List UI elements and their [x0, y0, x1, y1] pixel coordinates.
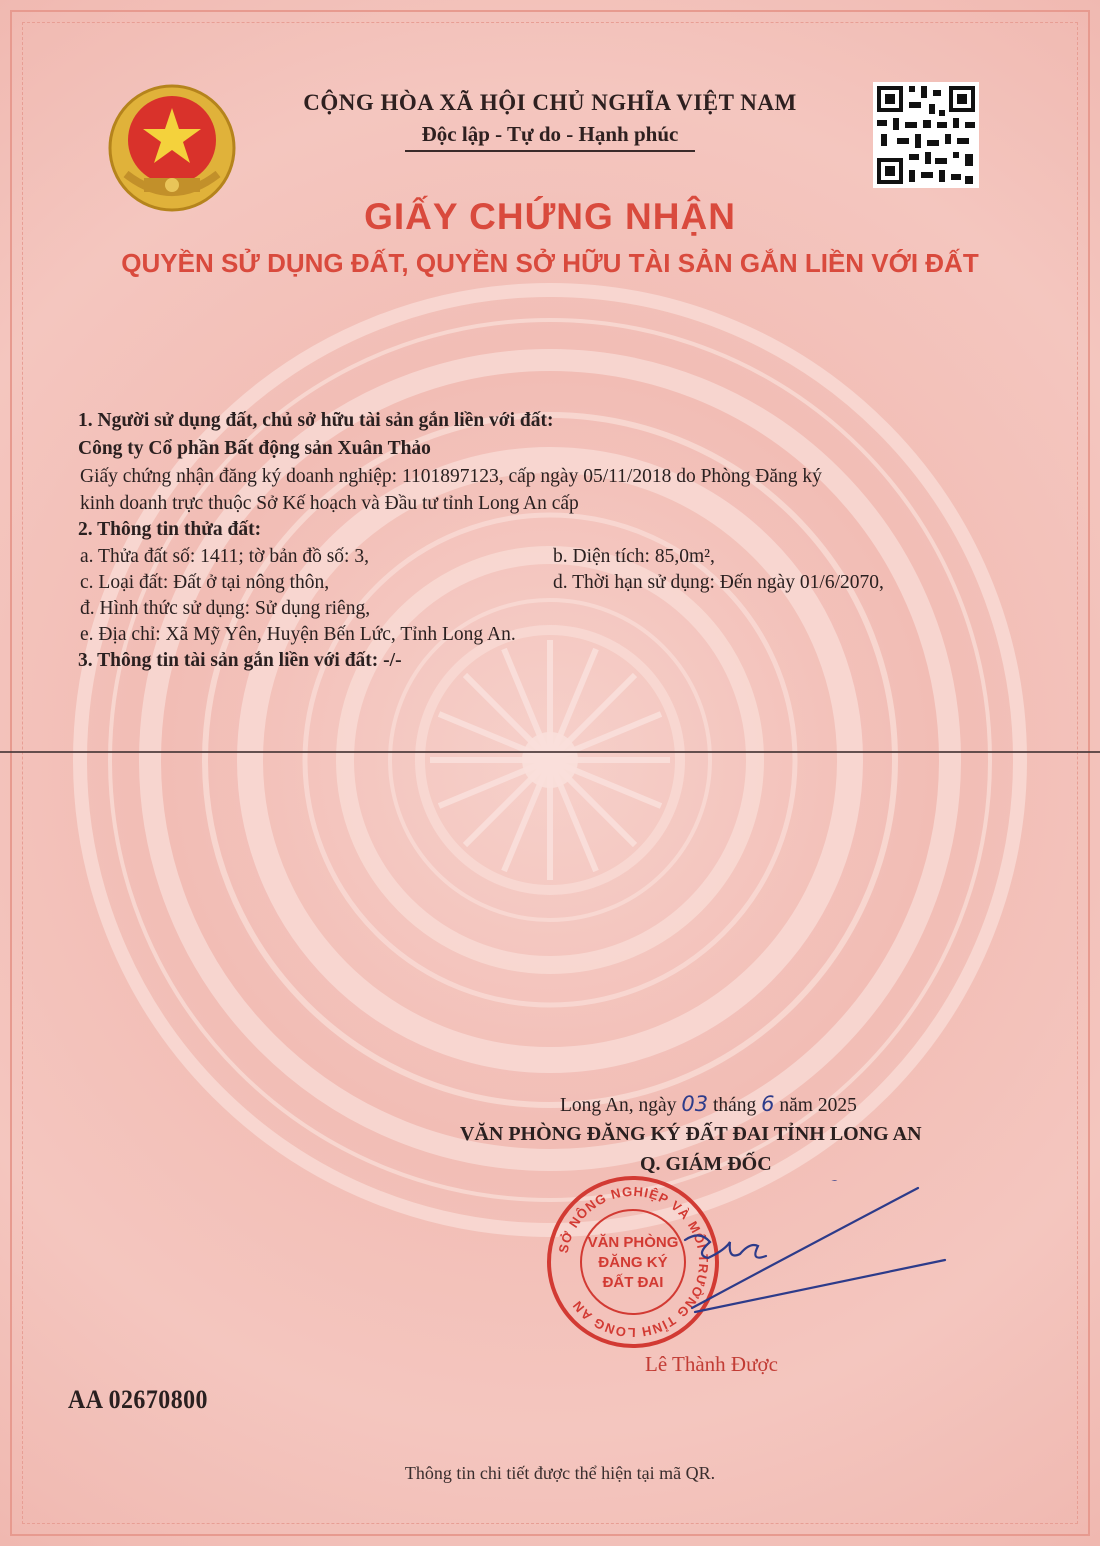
usage-term: d. Thời hạn sử dụng: Đến ngày 01/6/2070, — [553, 572, 884, 593]
certificate-subtitle: QUYỀN SỬ DỤNG ĐẤT, QUYỀN SỞ HỮU TÀI SẢN GẮN LIỀN VỚI ĐẤT — [121, 248, 979, 278]
national-motto: Độc lập - Tự do - Hạnh phúc — [421, 122, 679, 146]
month-label: tháng — [712, 1095, 757, 1116]
issue-day: 03 — [681, 1092, 709, 1116]
stamp-center-line-1: VĂN PHÒNG — [587, 1234, 679, 1251]
stamp-ring-text: SỞ NÔNG NGHIỆP VÀ MÔI TRƯỜNG TỈNH LONG AN — [555, 1183, 712, 1341]
stamp-center-line-2: ĐĂNG KÝ — [598, 1254, 668, 1271]
fold-line — [0, 751, 1100, 753]
section1-heading: 1. Người sử dụng đất, chủ sở hữu tài sản gắn liền với đất: — [78, 410, 554, 431]
signer-position: Q. GIÁM ĐỐC — [640, 1153, 772, 1175]
stamp-center-line-3: ĐẤT ĐAI — [602, 1274, 664, 1291]
section2-heading: 2. Thông tin thửa đất: — [78, 519, 262, 540]
place-prefix: Long An, ngày — [560, 1095, 677, 1116]
owner-name: Công ty Cổ phần Bất động sản Xuân Thảo — [78, 438, 431, 459]
section3-heading: 3. Thông tin tài sản gắn liền với đất: -/- — [78, 650, 402, 671]
registration-line-1: Giấy chứng nhận đăng ký doanh nghiệp: 1101897123, cấp ngày 05/11/2018 do Phòng Đăng ký — [80, 466, 822, 487]
parcel-number: a. Thửa đất số: 1411; tờ bản đồ số: 3, — [80, 546, 369, 567]
serial-number: AA 02670800 — [68, 1385, 208, 1414]
nation-name: CỘNG HÒA XÃ HỘI CHỦ NGHĨA VIỆT NAM — [303, 90, 797, 115]
qr-code-icon — [873, 82, 979, 188]
signer-name: Lê Thành Được — [645, 1352, 778, 1376]
usage-form: đ. Hình thức sử dụng: Sử dụng riêng, — [80, 598, 371, 619]
registration-line-2: kinh doanh trực thuộc Sở Kế hoạch và Đầu tư tỉnh Long An cấp — [80, 493, 579, 514]
issue-month: 6 — [761, 1092, 775, 1116]
year-label: năm 2025 — [779, 1095, 857, 1116]
parcel-area: b. Diện tích: 85,0m², — [553, 546, 715, 567]
land-type: c. Loại đất: Đất ở tại nông thôn, — [80, 572, 330, 593]
issue-date — [560, 1092, 857, 1117]
handwritten-signature — [600, 1180, 980, 1340]
motto-underline — [405, 150, 695, 152]
parcel-address: e. Địa chỉ: Xã Mỹ Yên, Huyện Bến Lức, Tỉnh Long An. — [80, 624, 516, 645]
certificate-title: GIẤY CHỨNG NHẬN — [364, 196, 736, 237]
qr-footer-note: Thông tin chi tiết được thể hiện tại mã QR. — [404, 1463, 716, 1483]
issuing-office: VĂN PHÒNG ĐĂNG KÝ ĐẤT ĐAI TỈNH LONG AN — [460, 1123, 922, 1145]
